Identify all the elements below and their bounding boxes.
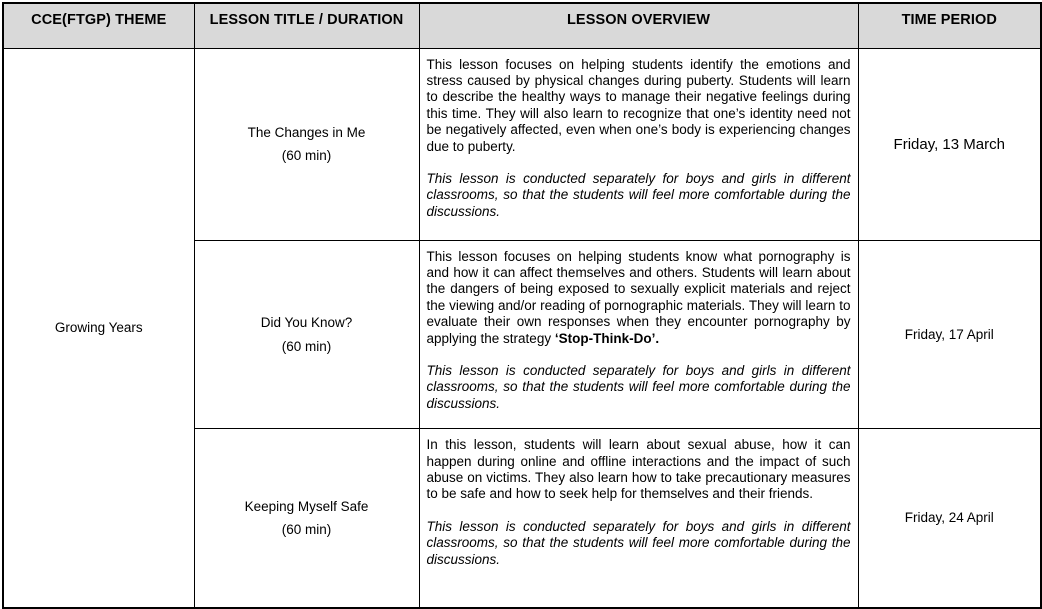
lesson-title-cell bbox=[194, 429, 419, 608]
table-header-row bbox=[3, 3, 1041, 48]
lesson-duration: (60 min) bbox=[281, 522, 332, 538]
overview-note: This lesson is conducted separately for boys and girls in different classrooms, so that the students will feel more comfortable during the discussions. bbox=[426, 362, 851, 411]
overview-paragraph bbox=[427, 249, 851, 347]
lesson-title-cell bbox=[194, 240, 419, 429]
lesson-overview-cell bbox=[419, 48, 858, 240]
lesson-title: Did You Know? bbox=[260, 315, 353, 331]
lesson-title-cell bbox=[194, 48, 419, 240]
time-period-cell: Friday, 24 April bbox=[858, 429, 1041, 608]
overview-note: This lesson is conducted separately for boys and girls in different classrooms, so that the students will feel more comfortable during the discussions. bbox=[426, 518, 851, 567]
header-title-duration: LESSON TITLE / DURATION bbox=[194, 3, 419, 48]
overview-note: This lesson is conducted separately for boys and girls in different classrooms, so that the students will feel more comfortable during the discussions. bbox=[426, 170, 851, 219]
overview-paragraph bbox=[427, 57, 851, 155]
header-time-period: TIME PERIOD bbox=[858, 3, 1041, 48]
overview-paragraph bbox=[427, 437, 851, 503]
lesson-schedule-table bbox=[2, 2, 1042, 609]
overview-bold-text: ‘Stop-Think-Do’. bbox=[554, 330, 660, 346]
header-overview: LESSON OVERVIEW bbox=[419, 3, 858, 48]
theme-cell: Growing Years bbox=[3, 48, 194, 608]
time-period-cell: Friday, 17 April bbox=[858, 240, 1041, 429]
table-row bbox=[3, 48, 1041, 240]
overview-text: In this lesson, students will learn about sexual abuse, how it can happen during online and offline interactions and the impact of such abuse on victims. They also learn how to take precautionary measures to be safe and how to seek help for themselves and their friends. bbox=[426, 437, 851, 502]
lesson-overview-cell bbox=[419, 240, 858, 429]
overview-text: This lesson focuses on helping students know what pornography is and how it can affect themselves and others. Students will learn about the dangers of being exposed to sexually explicit materials and reject the viewing and/or reading of pornographic materials. They will learn to evaluate their own responses when they encounter pornography by applying the strategy bbox=[426, 248, 851, 346]
lesson-duration: (60 min) bbox=[281, 148, 332, 164]
header-theme: CCE(FTGP) THEME bbox=[3, 3, 194, 48]
lesson-overview-cell bbox=[419, 429, 858, 608]
lesson-title: Keeping Myself Safe bbox=[244, 498, 369, 514]
lesson-title: The Changes in Me bbox=[247, 124, 366, 140]
overview-text: This lesson focuses on helping students identify the emotions and stress caused by physical changes during puberty. Students will learn to describe the healthy ways to manage their negative feelings during this time. They will also learn to recognize that one’s identity need not be negatively affected, even when one’s body is experiencing changes due to puberty. bbox=[426, 56, 851, 154]
time-period-cell: Friday, 13 March bbox=[858, 48, 1041, 240]
lesson-duration: (60 min) bbox=[281, 338, 332, 354]
